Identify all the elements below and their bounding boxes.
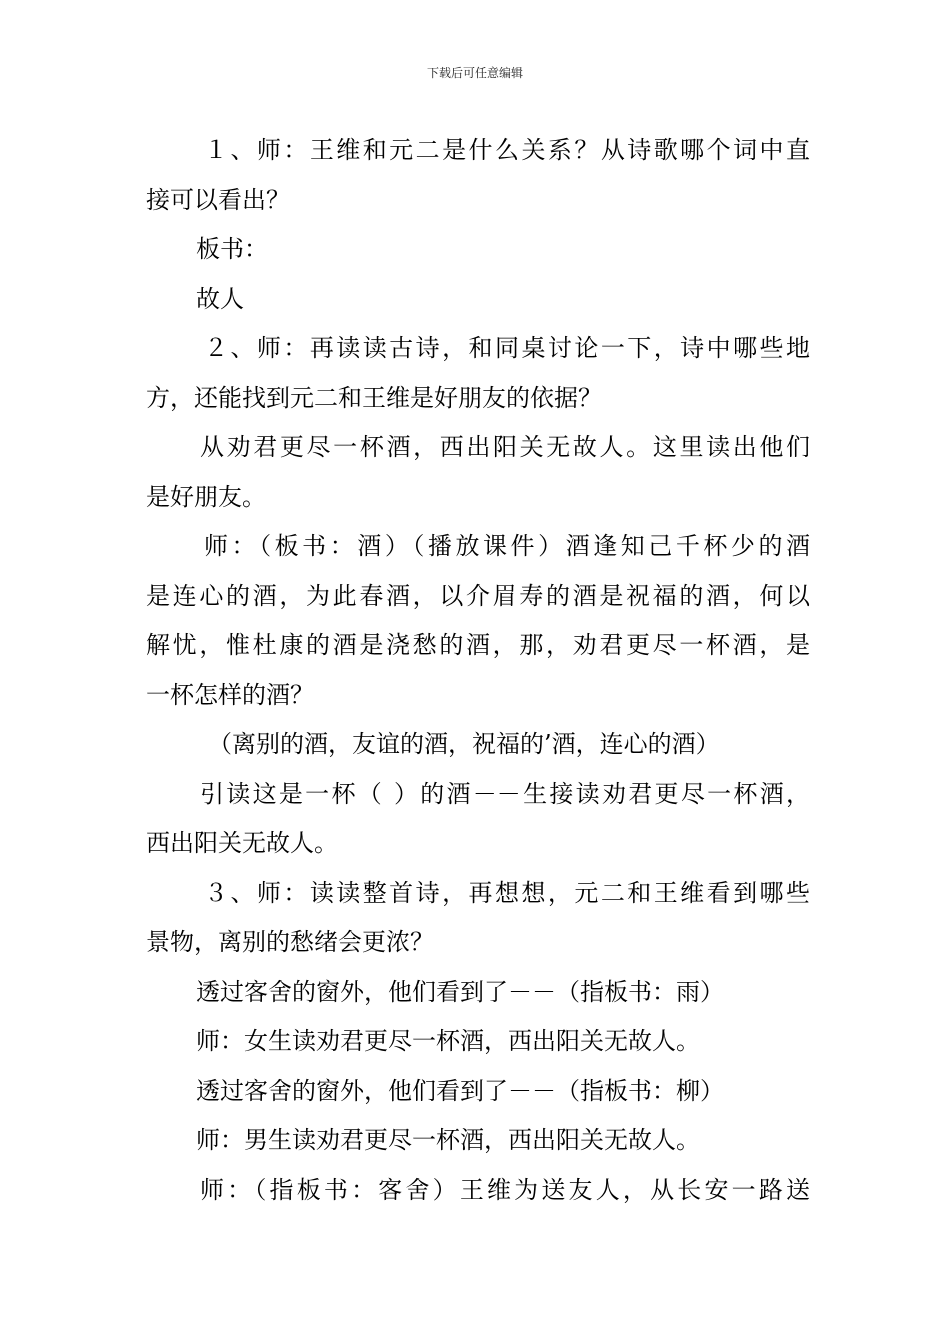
paragraph-line: 故人 [196,284,244,313]
paragraph-line: 板书： [196,235,268,263]
paragraph-line: 是好朋友。 [146,482,266,511]
paragraph-line: 方，还能找到元二和王维是好朋友的依据？ [146,383,602,412]
paragraph-line: 师：（板书：酒）（播放课件）酒逢知己千杯少的酒 [204,532,810,560]
paragraph-line: 引读这是一杯（ ）的酒－－生接读劝君更尽一杯酒， [200,779,810,808]
page-header: 下载后可任意编辑 [426,66,523,80]
paragraph-line: 是连心的酒，为此春酒，以介眉寿的酒是祝福的酒，何以 [146,581,810,610]
paragraph-line: １、师：王维和元二是什么关系？从诗歌哪个词中直 [204,136,810,164]
document-body [146,126,810,1215]
paragraph-line: 师：男生读劝君更尽一杯酒，西出阳关无故人。 [196,1126,700,1154]
paragraph-line: ２、师：再读读古诗，和同桌讨论一下，诗中哪些地 [204,334,810,362]
paragraph-line: 师：（指板书：客舍）王维为送友人，从长安一路送 [200,1175,810,1204]
paragraph-line: 西出阳关无故人。 [146,829,338,857]
paragraph-line: （离别的酒，友谊的酒，祝福的’酒，连心的酒） [208,730,720,758]
paragraph-line: 接可以看出？ [146,185,290,214]
paragraph-line: ３、师：读读整首诗，再想想，元二和王维看到哪些 [204,878,810,907]
paragraph-line: 景物，离别的愁绪会更浓？ [146,928,434,956]
paragraph-line: 师：女生读劝君更尽一杯酒，西出阳关无故人。 [196,1027,700,1055]
paragraph-line: 透过客舍的窗外，他们看到了－－（指板书：雨） [196,977,724,1006]
paragraph-line: 透过客舍的窗外，他们看到了－－（指板书：柳） [196,1076,724,1105]
paragraph-line: 从劝君更尽一杯酒，西出阳关无故人。这里读出他们 [200,433,810,461]
paragraph-line: 解忧，惟杜康的酒是浇愁的酒，那，劝君更尽一杯酒，是 [146,631,810,659]
paragraph-line: 一杯怎样的酒？ [146,680,314,709]
